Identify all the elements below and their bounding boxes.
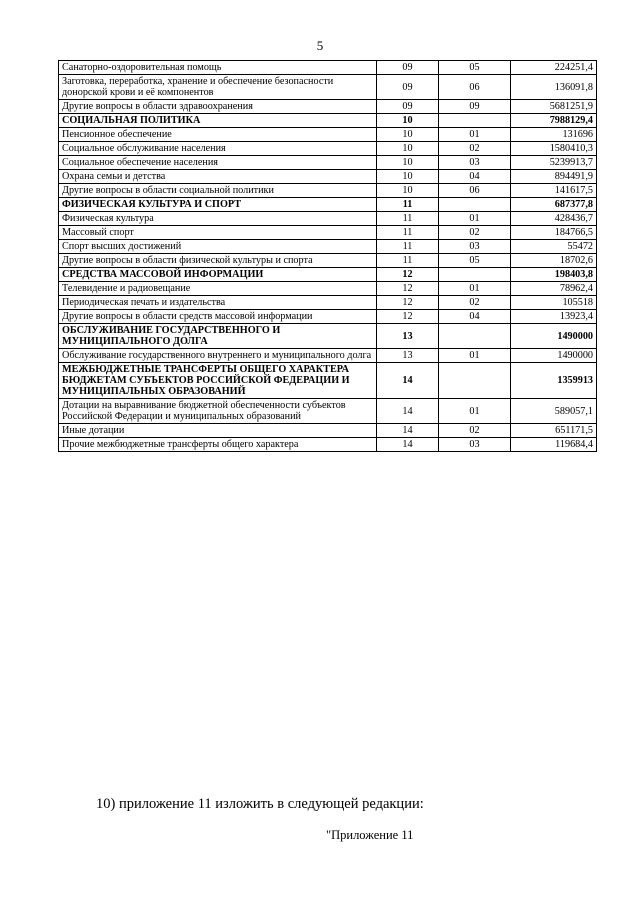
table-row — [59, 268, 597, 282]
table-row — [59, 75, 597, 100]
subsection-code-cell: 05 — [439, 61, 511, 75]
amount-cell: 589057,1 — [511, 399, 597, 424]
table-row — [59, 254, 597, 268]
subsection-code-cell: 03 — [439, 240, 511, 254]
table-row — [59, 363, 597, 399]
table-row — [59, 438, 597, 452]
section-code-cell: 14 — [377, 399, 439, 424]
subsection-code-cell: 03 — [439, 438, 511, 452]
section-code-cell: 11 — [377, 226, 439, 240]
amount-cell: 651171,5 — [511, 424, 597, 438]
section-code-cell: 13 — [377, 324, 439, 349]
table-row — [59, 349, 597, 363]
table-row — [59, 212, 597, 226]
section-code-cell: 12 — [377, 282, 439, 296]
section-code-cell: 10 — [377, 156, 439, 170]
item-name-cell: Социальное обеспечение населения — [59, 156, 377, 170]
page-number: 5 — [316, 38, 324, 53]
item-name-cell: Обслуживание государственного внутреннего и муниципального долга — [59, 349, 377, 363]
subsection-code-cell: 04 — [439, 310, 511, 324]
table-row — [59, 282, 597, 296]
table-row — [59, 114, 597, 128]
amount-cell: 55472 — [511, 240, 597, 254]
amount-cell: 78962,4 — [511, 282, 597, 296]
table-row — [59, 226, 597, 240]
subsection-code-cell: 01 — [439, 282, 511, 296]
table-row — [59, 198, 597, 212]
section-code-cell: 10 — [377, 184, 439, 198]
amount-cell: 5681251,9 — [511, 100, 597, 114]
section-code-cell: 10 — [377, 142, 439, 156]
subsection-code-cell: 01 — [439, 212, 511, 226]
item-name-cell: Физическая культура — [59, 212, 377, 226]
subsection-code-cell: 09 — [439, 100, 511, 114]
table-row — [59, 128, 597, 142]
section-code-cell: 09 — [377, 75, 439, 100]
table-row — [59, 100, 597, 114]
budget-table-body — [59, 61, 597, 452]
item-name-cell: Санаторно-оздоровительная помощь — [59, 61, 377, 75]
subsection-code-cell: 04 — [439, 170, 511, 184]
section-code-cell: 14 — [377, 363, 439, 399]
table-row — [59, 240, 597, 254]
section-code-cell: 09 — [377, 100, 439, 114]
amount-cell: 131696 — [511, 128, 597, 142]
subsection-code-cell: 03 — [439, 156, 511, 170]
amount-cell: 136091,8 — [511, 75, 597, 100]
table-row — [59, 156, 597, 170]
table-row — [59, 310, 597, 324]
subsection-code-cell: 02 — [439, 296, 511, 310]
item-name-cell: Другие вопросы в области социальной политики — [59, 184, 377, 198]
item-name-cell: СРЕДСТВА МАССОВОЙ ИНФОРМАЦИИ — [59, 268, 377, 282]
section-code-cell: 11 — [377, 198, 439, 212]
table-row — [59, 61, 597, 75]
item-name-cell: Пенсионное обеспечение — [59, 128, 377, 142]
subsection-code-cell: 01 — [439, 349, 511, 363]
subsection-code-cell: 05 — [439, 254, 511, 268]
section-code-cell: 10 — [377, 114, 439, 128]
section-code-cell: 11 — [377, 212, 439, 226]
amount-cell: 18702,6 — [511, 254, 597, 268]
appendix-label: "Приложение 11 — [326, 828, 414, 842]
amount-cell: 119684,4 — [511, 438, 597, 452]
subsection-code-cell — [439, 363, 511, 399]
section-code-cell: 13 — [377, 349, 439, 363]
amount-cell: 1490000 — [511, 324, 597, 349]
item-name-cell: ФИЗИЧЕСКАЯ КУЛЬТУРА И СПОРТ — [59, 198, 377, 212]
amount-cell: 7988129,4 — [511, 114, 597, 128]
item-name-cell: Социальное обслуживание населения — [59, 142, 377, 156]
table-row — [59, 424, 597, 438]
section-code-cell: 14 — [377, 438, 439, 452]
item-name-cell: СОЦИАЛЬНАЯ ПОЛИТИКА — [59, 114, 377, 128]
table-row — [59, 296, 597, 310]
item-name-cell: Спорт высших достижений — [59, 240, 377, 254]
amount-cell: 224251,4 — [511, 61, 597, 75]
item-name-cell: Охрана семьи и детства — [59, 170, 377, 184]
section-code-cell: 12 — [377, 268, 439, 282]
section-code-cell: 11 — [377, 240, 439, 254]
table-row — [59, 142, 597, 156]
subsection-code-cell — [439, 268, 511, 282]
item-name-cell: МЕЖБЮДЖЕТНЫЕ ТРАНСФЕРТЫ ОБЩЕГО ХАРАКТЕРА БЮДЖЕТАМ СУБЪЕКТОВ РОССИЙСКОЙ ФЕДЕРАЦИИ И МУНИЦИПАЛЬНЫХ ОБРАЗОВАНИЙ — [59, 363, 377, 399]
subsection-code-cell: 02 — [439, 142, 511, 156]
table-row — [59, 170, 597, 184]
amount-cell: 13923,4 — [511, 310, 597, 324]
item-name-cell: Дотации на выравнивание бюджетной обеспеченности субъектов Российской Федерации и муниципальных образований — [59, 399, 377, 424]
section-code-cell: 11 — [377, 254, 439, 268]
section-code-cell: 14 — [377, 424, 439, 438]
item-name-cell: Периодическая печать и издательства — [59, 296, 377, 310]
item-name-cell: Другие вопросы в области здравоохранения — [59, 100, 377, 114]
subsection-code-cell: 06 — [439, 184, 511, 198]
amount-cell: 1580410,3 — [511, 142, 597, 156]
table-row — [59, 399, 597, 424]
amount-cell: 184766,5 — [511, 226, 597, 240]
section-code-cell: 10 — [377, 128, 439, 142]
section-code-cell: 10 — [377, 170, 439, 184]
subsection-code-cell: 01 — [439, 128, 511, 142]
amount-cell: 198403,8 — [511, 268, 597, 282]
section-code-cell: 12 — [377, 296, 439, 310]
amount-cell: 141617,5 — [511, 184, 597, 198]
table-row — [59, 184, 597, 198]
amount-cell: 894491,9 — [511, 170, 597, 184]
amount-cell: 1359913 — [511, 363, 597, 399]
item-name-cell: Телевидение и радиовещание — [59, 282, 377, 296]
section-code-cell: 12 — [377, 310, 439, 324]
amount-cell: 687377,8 — [511, 198, 597, 212]
item-name-cell: Другие вопросы в области физической культуры и спорта — [59, 254, 377, 268]
amendment-paragraph: 10) приложение 11 изложить в следующей редакции: — [96, 796, 424, 812]
subsection-code-cell: 02 — [439, 424, 511, 438]
subsection-code-cell — [439, 114, 511, 128]
amount-cell: 105518 — [511, 296, 597, 310]
amount-cell: 1490000 — [511, 349, 597, 363]
subsection-code-cell: 01 — [439, 399, 511, 424]
table-row — [59, 324, 597, 349]
item-name-cell: ОБСЛУЖИВАНИЕ ГОСУДАРСТВЕННОГО И МУНИЦИПАЛЬНОГО ДОЛГА — [59, 324, 377, 349]
subsection-code-cell — [439, 324, 511, 349]
budget-table — [58, 60, 597, 452]
section-code-cell: 09 — [377, 61, 439, 75]
item-name-cell: Заготовка, переработка, хранение и обеспечение безопасности донорской крови и её компонентов — [59, 75, 377, 100]
item-name-cell: Прочие межбюджетные трансферты общего характера — [59, 438, 377, 452]
subsection-code-cell: 06 — [439, 75, 511, 100]
amount-cell: 428436,7 — [511, 212, 597, 226]
subsection-code-cell — [439, 198, 511, 212]
item-name-cell: Массовый спорт — [59, 226, 377, 240]
item-name-cell: Другие вопросы в области средств массовой информации — [59, 310, 377, 324]
item-name-cell: Иные дотации — [59, 424, 377, 438]
subsection-code-cell: 02 — [439, 226, 511, 240]
amount-cell: 5239913,7 — [511, 156, 597, 170]
